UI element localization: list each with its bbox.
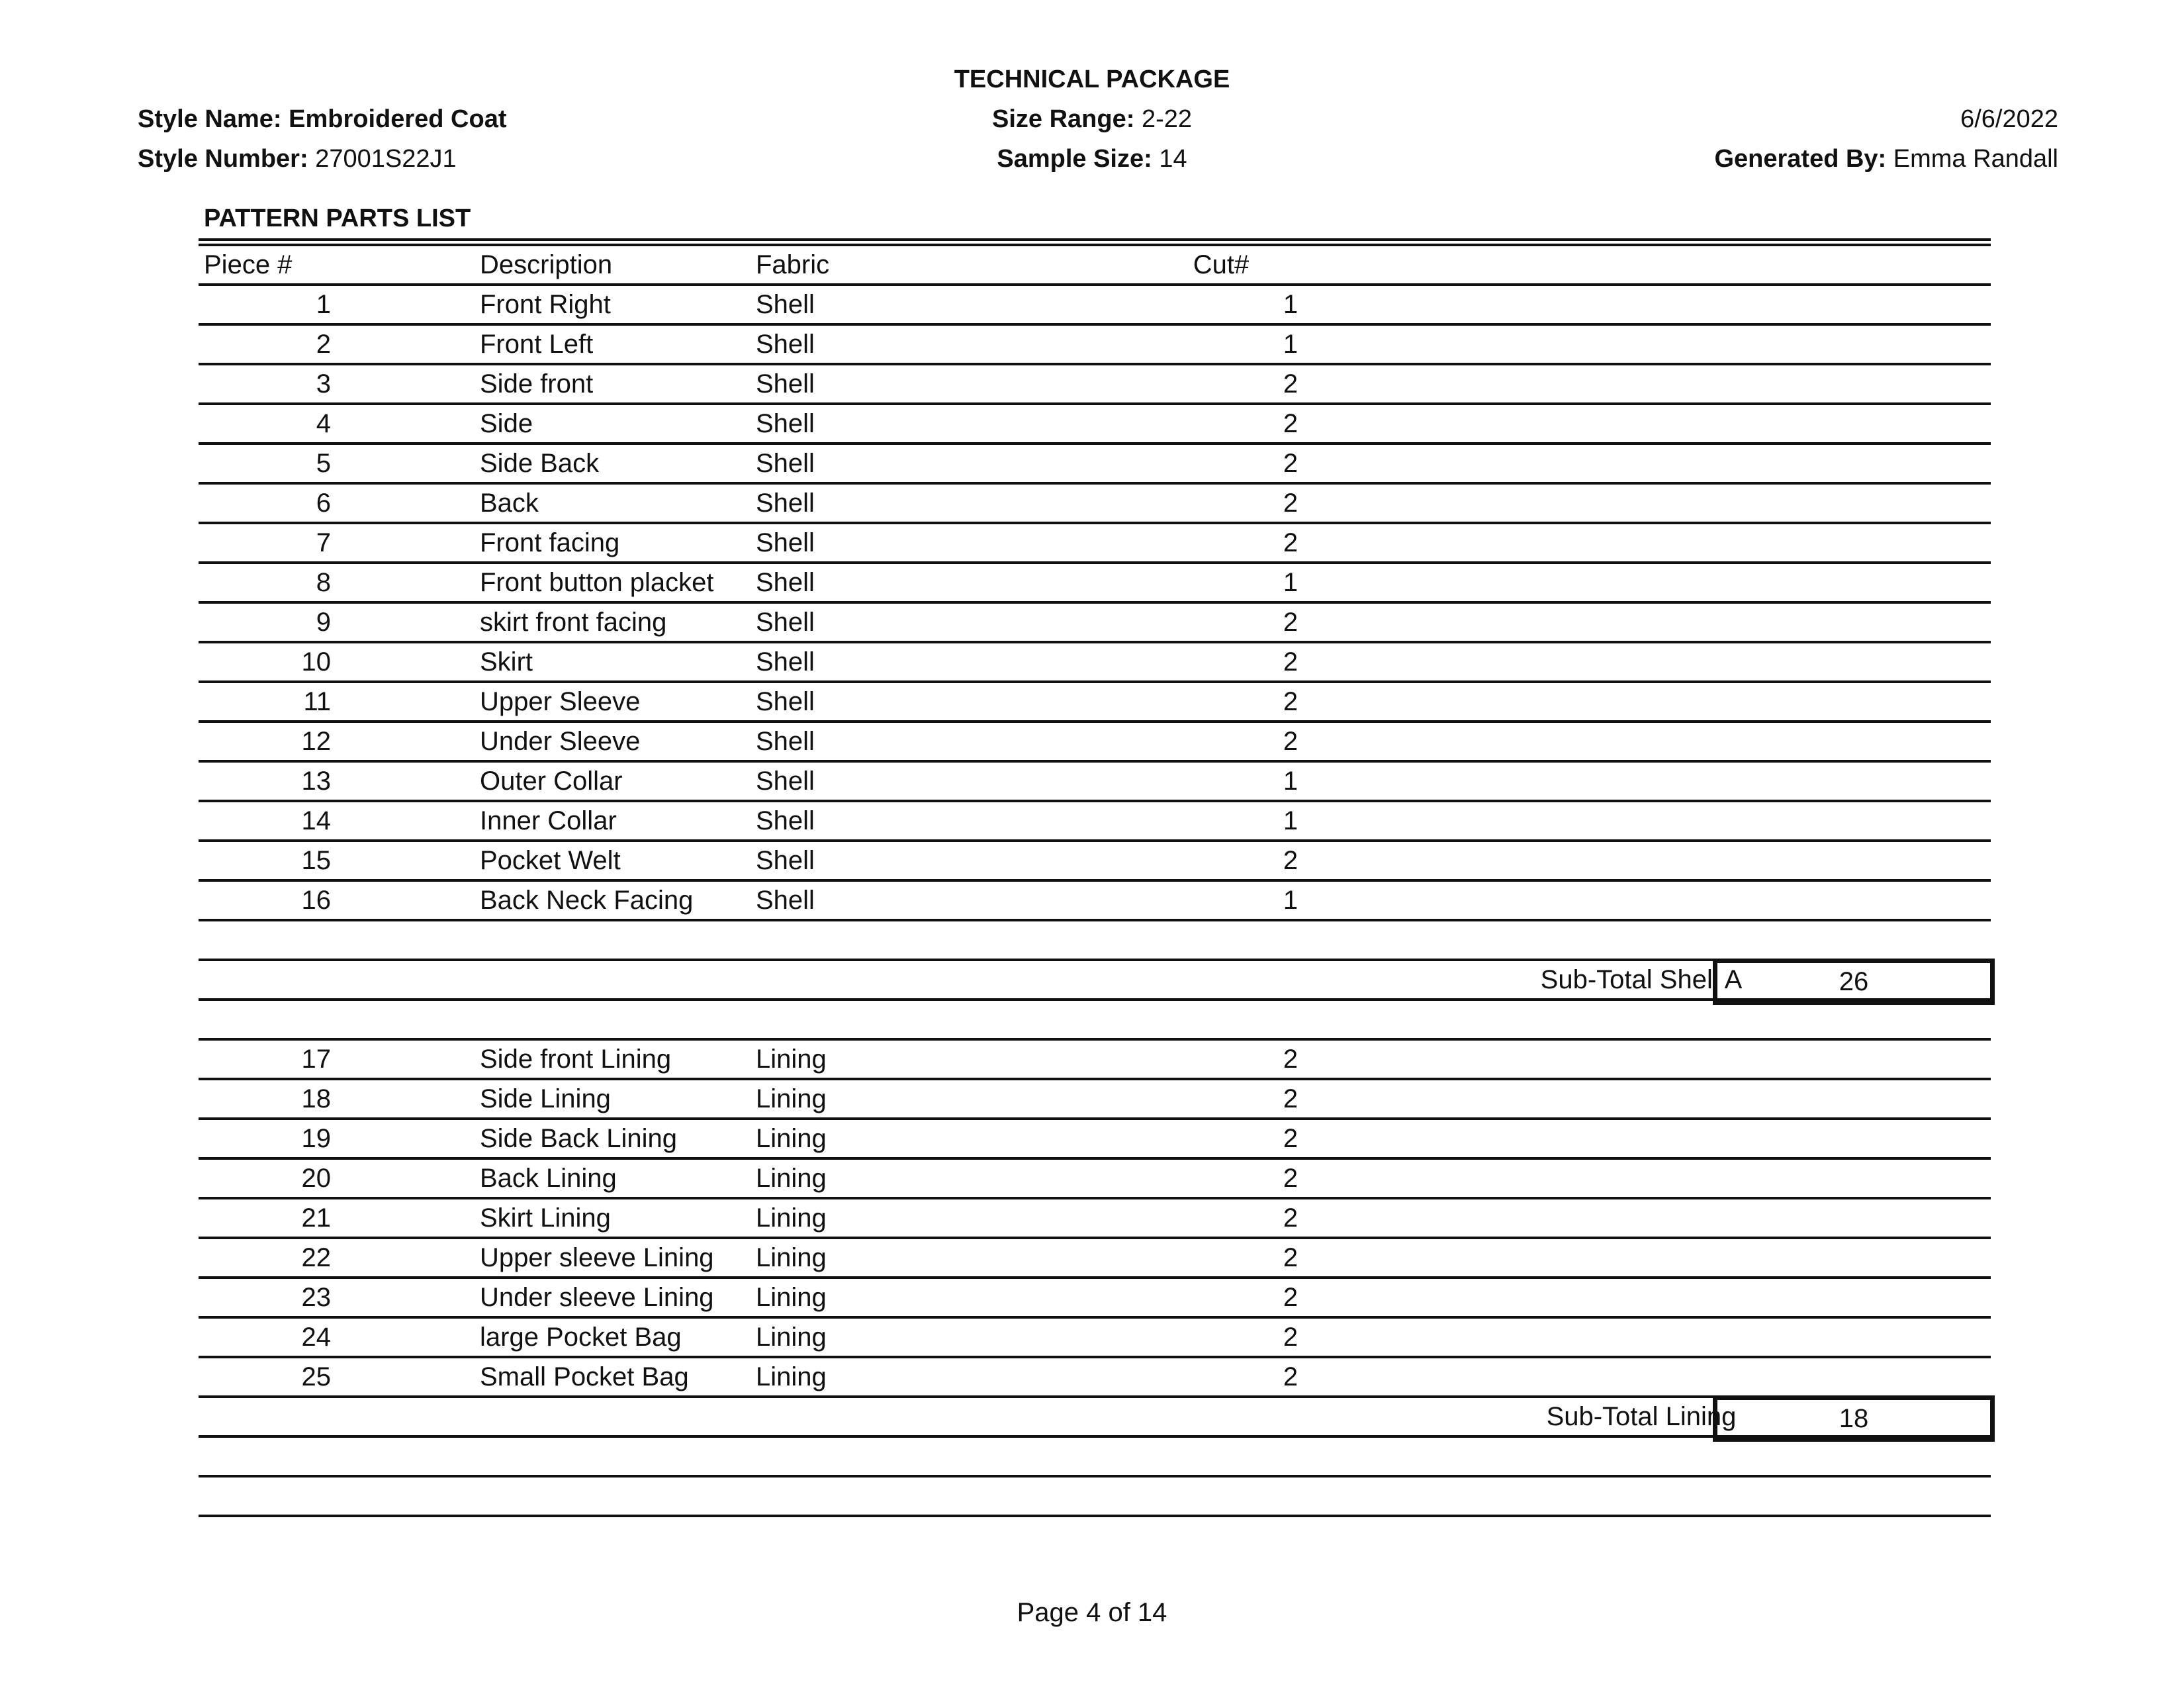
cut-count-cell: 1: [1283, 290, 1298, 319]
sample-size: [893, 139, 1291, 179]
fabric-cell: Shell: [756, 409, 815, 438]
description-cell: Side front Lining: [480, 1045, 672, 1074]
table-row: [199, 326, 1991, 365]
fabric-cell: Shell: [756, 290, 815, 319]
shell-subtotal-label: Sub-Total Shell A: [1540, 965, 1743, 994]
fabric-cell: Lining: [756, 1164, 827, 1193]
piece-number-cell: 19: [301, 1124, 331, 1153]
blank-row: [199, 1477, 1991, 1517]
fabric-cell: Shell: [756, 767, 815, 796]
piece-number-cell: 20: [301, 1164, 331, 1193]
cut-count-cell: 2: [1283, 1243, 1298, 1272]
pattern-parts-table: [199, 238, 1991, 1517]
piece-number-cell: 24: [301, 1323, 331, 1352]
piece-number-cell: 15: [301, 846, 331, 875]
fabric-cell: Shell: [756, 806, 815, 835]
table-row: [199, 1319, 1991, 1358]
piece-number-cell: 8: [316, 568, 331, 597]
description-cell: Side Back Lining: [480, 1124, 677, 1153]
fabric-cell: Shell: [756, 528, 815, 557]
description-cell: Small Pocket Bag: [480, 1362, 689, 1391]
cut-count-cell: 2: [1283, 608, 1298, 637]
piece-number-cell: 1: [316, 290, 331, 319]
blank-row: [199, 1001, 1991, 1041]
piece-number-cell: 18: [301, 1084, 331, 1113]
table-row: [199, 882, 1991, 921]
column-header-fabric: Fabric: [756, 250, 830, 279]
piece-number-cell: 16: [301, 886, 331, 915]
cut-count-cell: 2: [1283, 1045, 1298, 1074]
table-row: [199, 286, 1991, 326]
cut-count-cell: 2: [1283, 1362, 1298, 1391]
table-row: [199, 1120, 1991, 1160]
fabric-cell: Shell: [756, 727, 815, 756]
style-name-label: Style Name:: [138, 105, 282, 133]
page-number: Page 4 of 14: [1017, 1598, 1167, 1627]
piece-number-cell: 4: [316, 409, 331, 438]
description-cell: Front Right: [480, 290, 611, 319]
section-title: PATTERN PARTS LIST: [204, 205, 471, 232]
fabric-cell: Shell: [756, 886, 815, 915]
table-row: [199, 723, 1991, 763]
fabric-cell: Lining: [756, 1362, 827, 1391]
cut-count-cell: 2: [1283, 1124, 1298, 1153]
fabric-cell: Shell: [756, 568, 815, 597]
description-cell: Front button placket: [480, 568, 714, 597]
piece-number-cell: 17: [301, 1045, 331, 1074]
fabric-cell: Shell: [756, 647, 815, 677]
column-header-piece: Piece #: [204, 250, 293, 279]
table-row: [199, 485, 1991, 524]
description-cell: Back Lining: [480, 1164, 617, 1193]
piece-number-cell: 13: [301, 767, 331, 796]
piece-number-cell: 5: [316, 449, 331, 478]
description-cell: Side Back: [480, 449, 600, 478]
column-header-description: Description: [480, 250, 613, 279]
blank-row: [199, 921, 1991, 961]
table-row: [199, 1358, 1991, 1398]
description-cell: large Pocket Bag: [480, 1323, 682, 1352]
table-row: [199, 1239, 1991, 1279]
lining-subtotal-label: Sub-Total Lining: [1546, 1402, 1737, 1431]
table-row: [199, 524, 1991, 564]
lining-subtotal-row: [199, 1398, 1991, 1438]
table-row: [199, 683, 1991, 723]
size-range-value: 2-22: [1141, 105, 1192, 133]
table-row: [199, 564, 1991, 604]
table-row: [199, 1041, 1991, 1080]
table-row: [199, 643, 1991, 683]
cut-count-cell: 2: [1283, 489, 1298, 518]
style-number-label: Style Number:: [138, 145, 308, 173]
description-cell: Under sleeve Lining: [480, 1283, 714, 1312]
cut-count-cell: 2: [1283, 369, 1298, 399]
cut-count-cell: 2: [1283, 409, 1298, 438]
description-cell: Pocket Welt: [480, 846, 621, 875]
fabric-cell: Lining: [756, 1124, 827, 1153]
cut-count-cell: 2: [1283, 528, 1298, 557]
piece-number-cell: 22: [301, 1243, 331, 1272]
generated-by-value: Emma Randall: [1893, 145, 2058, 173]
size-range-label: Size Range:: [991, 105, 1135, 133]
cut-count-cell: 2: [1283, 846, 1298, 875]
description-cell: Front facing: [480, 528, 620, 557]
sample-size-label: Sample Size:: [997, 145, 1152, 173]
style-name: [138, 99, 507, 139]
lining-rows: [199, 1041, 1991, 1398]
cut-count-cell: 2: [1283, 727, 1298, 756]
document-date: 6/6/2022: [1960, 105, 2058, 133]
cut-count-cell: 1: [1283, 767, 1298, 796]
piece-number-cell: 6: [316, 489, 331, 518]
piece-number-cell: 23: [301, 1283, 331, 1312]
cut-count-cell: 2: [1283, 1164, 1298, 1193]
fabric-cell: Shell: [756, 369, 815, 399]
generated-by-label: Generated By:: [1714, 145, 1887, 173]
description-cell: Side: [480, 409, 533, 438]
fabric-cell: Shell: [756, 846, 815, 875]
cut-count-cell: 2: [1283, 1203, 1298, 1233]
style-number: [138, 139, 457, 179]
shell-rows: [199, 286, 1991, 921]
piece-number-cell: 12: [301, 727, 331, 756]
cut-count-cell: 1: [1283, 330, 1298, 359]
piece-number-cell: 9: [316, 608, 331, 637]
piece-number-cell: 14: [301, 806, 331, 835]
fabric-cell: Shell: [756, 608, 815, 637]
shell-subtotal-row: [199, 961, 1991, 1001]
cut-count-cell: 2: [1283, 449, 1298, 478]
column-header-cut: Cut#: [1193, 250, 1250, 279]
table-row: [199, 763, 1991, 802]
cut-count-cell: 1: [1283, 568, 1298, 597]
description-cell: Side Lining: [480, 1084, 611, 1113]
table-row: [199, 365, 1991, 405]
cut-count-cell: 2: [1283, 1283, 1298, 1312]
fabric-cell: Shell: [756, 489, 815, 518]
table-row: [199, 445, 1991, 485]
blank-row: [199, 1438, 1991, 1477]
fabric-cell: Lining: [756, 1084, 827, 1113]
shell-subtotal-value: 26: [1713, 959, 1995, 1005]
table-row: [199, 842, 1991, 882]
description-cell: Upper sleeve Lining: [480, 1243, 714, 1272]
description-cell: Back Neck Facing: [480, 886, 694, 915]
piece-number-cell: 11: [303, 687, 331, 716]
fabric-cell: Lining: [756, 1323, 827, 1352]
piece-number-cell: 21: [301, 1203, 331, 1233]
cut-count-cell: 2: [1283, 647, 1298, 677]
description-cell: Upper Sleeve: [480, 687, 641, 716]
description-cell: Under Sleeve: [480, 727, 641, 756]
description-cell: Skirt Lining: [480, 1203, 611, 1233]
fabric-cell: Lining: [756, 1203, 827, 1233]
cut-count-cell: 1: [1283, 806, 1298, 835]
description-cell: Inner Collar: [480, 806, 617, 835]
piece-number-cell: 2: [316, 330, 331, 359]
piece-number-cell: 3: [316, 369, 331, 399]
cut-count-cell: 2: [1283, 1084, 1298, 1113]
table-row: [199, 604, 1991, 643]
style-name-value: Embroidered Coat: [289, 105, 507, 133]
description-cell: Skirt: [480, 647, 533, 677]
fabric-cell: Lining: [756, 1283, 827, 1312]
size-range: [893, 99, 1291, 139]
table-row: [199, 1080, 1991, 1120]
fabric-cell: Shell: [756, 449, 815, 478]
generated-by: [1714, 139, 2058, 179]
fabric-cell: Lining: [756, 1045, 827, 1074]
sample-size-value: 14: [1159, 145, 1187, 173]
description-cell: skirt front facing: [480, 608, 667, 637]
fabric-cell: Shell: [756, 687, 815, 716]
piece-number-cell: 10: [301, 647, 331, 677]
table-row: [199, 1199, 1991, 1239]
table-header-row: [199, 244, 1991, 286]
table-row: [199, 1279, 1991, 1319]
cut-count-cell: 2: [1283, 1323, 1298, 1352]
style-number-value: 27001S22J1: [315, 145, 457, 173]
piece-number-cell: 25: [301, 1362, 331, 1391]
document-title: TECHNICAL PACKAGE: [954, 66, 1230, 93]
fabric-cell: Shell: [756, 330, 815, 359]
cut-count-cell: 2: [1283, 687, 1298, 716]
description-cell: Front Left: [480, 330, 594, 359]
fabric-cell: Lining: [756, 1243, 827, 1272]
piece-number-cell: 7: [316, 528, 331, 557]
description-cell: Side front: [480, 369, 594, 399]
table-row: [199, 405, 1991, 445]
description-cell: Back: [480, 489, 539, 518]
description-cell: Outer Collar: [480, 767, 623, 796]
table-row: [199, 802, 1991, 842]
cut-count-cell: 1: [1283, 886, 1298, 915]
table-row: [199, 1160, 1991, 1199]
lining-subtotal-value: 18: [1713, 1395, 1995, 1442]
